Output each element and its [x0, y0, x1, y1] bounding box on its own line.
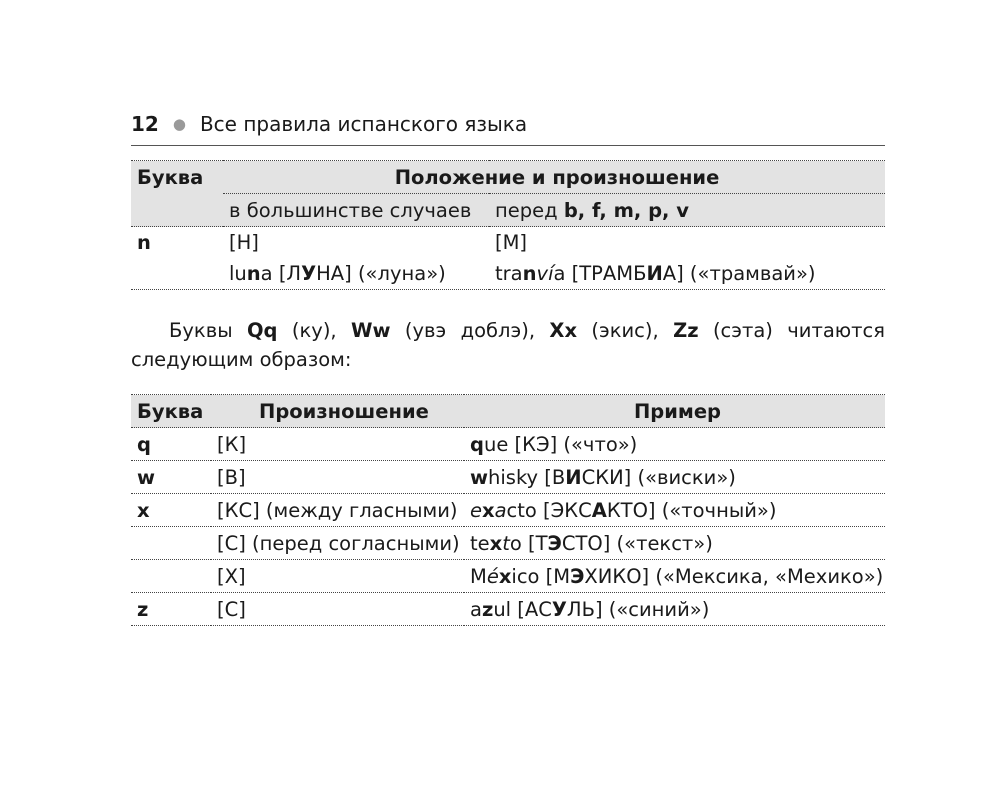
- table-row: w [В] whisky [ВИСКИ] («виски»): [131, 461, 885, 494]
- example-luna: luna [ЛУНА] («луна»): [223, 258, 489, 290]
- running-title: Все правила испанского языка: [199, 112, 528, 136]
- subheader-before-consonants: перед b, f, m, p, v: [489, 194, 885, 227]
- subheader-most-cases: в большинстве случаев: [223, 194, 489, 227]
- col-header-position: Положение и произношение: [223, 161, 885, 194]
- table-row: q [К] que [КЭ] («что»): [131, 428, 885, 461]
- example-tranvia: tranvía [ТРАМБИА] («трамвай»): [489, 258, 885, 290]
- col-header-example: Пример: [464, 395, 885, 428]
- col-header-letter-cont: [131, 194, 223, 227]
- bullet-separator-icon: ●: [172, 115, 186, 133]
- running-header: [131, 112, 885, 146]
- col-header-letter: Буква: [131, 395, 211, 428]
- col-header-pronunciation: Произношение: [211, 395, 464, 428]
- table-letters-qwxz: [131, 394, 885, 626]
- table-letter-n: [131, 160, 885, 290]
- table-row: [С] (перед согласными) texto [ТЭСТО] («текст»): [131, 527, 885, 560]
- table-row: [Х] México [МЭХИКО] («Мексика, «Мехико»): [131, 560, 885, 593]
- pron-most: [Н]: [229, 231, 259, 254]
- page-number: 12: [131, 112, 159, 136]
- col-header-letter: Буква: [131, 161, 223, 194]
- body-paragraph: Буквы Qq (ку), Ww (увэ доблэ), Xx (экис), Zz (сэта) читаются следующим образом:: [131, 319, 885, 371]
- table-row: x [КС] (между гласными) exacto [ЭКСАКТО] («точный»): [131, 494, 885, 527]
- letter-cell: n: [137, 231, 151, 254]
- book-page: [131, 112, 885, 626]
- pron-before: [М]: [495, 231, 528, 254]
- table-row: z [С] azul [АСУЛЬ] («синий»): [131, 593, 885, 626]
